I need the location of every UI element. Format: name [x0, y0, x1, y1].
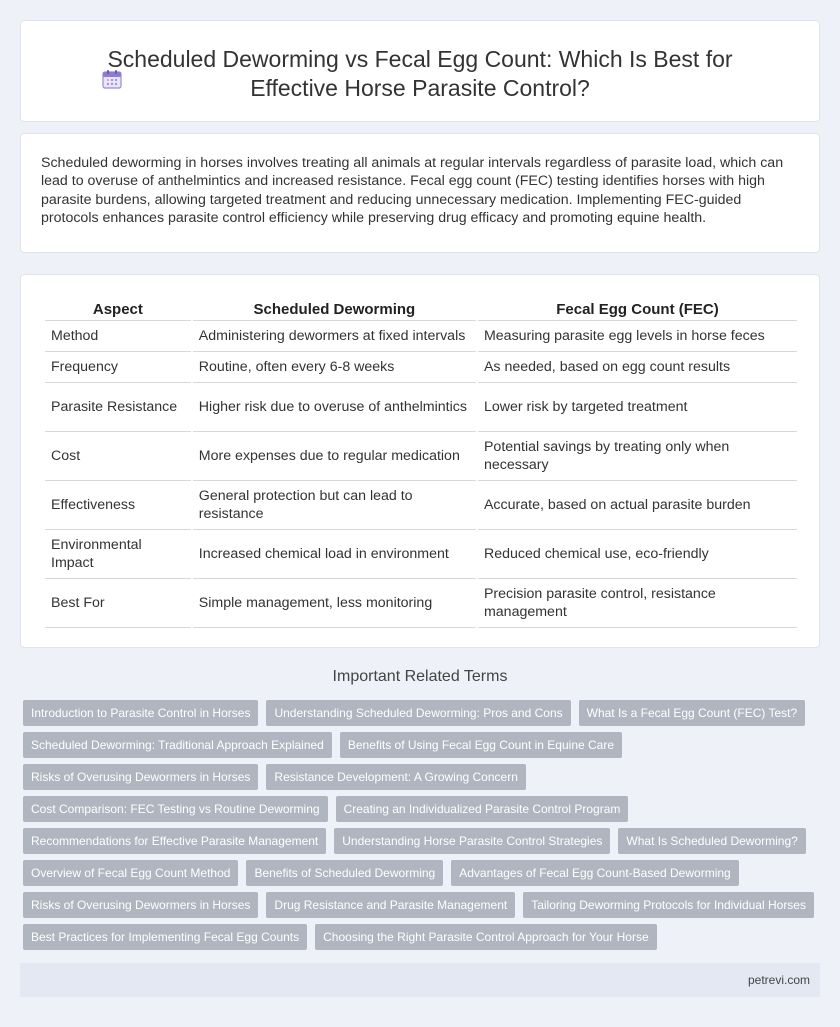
related-term-tag[interactable]: Drug Resistance and Parasite Management: [266, 892, 515, 918]
table-cell-aspect: Effectiveness: [45, 481, 191, 530]
header-aspect: Aspect: [45, 295, 191, 321]
table-cell-aspect: Environmental Impact: [45, 530, 191, 579]
related-term-tag[interactable]: Introduction to Parasite Control in Horses: [23, 700, 258, 726]
related-term-tag[interactable]: Resistance Development: A Growing Concern: [266, 764, 525, 790]
table-row: [45, 530, 797, 579]
related-term-tag[interactable]: Scheduled Deworming: Traditional Approach Explained: [23, 732, 332, 758]
table-cell-fec: Measuring parasite egg levels in horse feces: [478, 321, 797, 352]
table-cell-scheduled: Simple management, less monitoring: [193, 579, 476, 628]
related-term-tag[interactable]: Creating an Individualized Parasite Control Program: [336, 796, 629, 822]
intro-card: [20, 133, 820, 253]
table-row: [45, 383, 797, 432]
related-terms-heading: Important Related Terms: [332, 668, 508, 685]
table-cell-aspect: Best For: [45, 579, 191, 628]
related-term-tag[interactable]: Benefits of Scheduled Deworming: [246, 860, 443, 886]
table-row: [45, 432, 797, 481]
related-term-tag[interactable]: Recommendations for Effective Parasite Management: [23, 828, 326, 854]
table-cell-scheduled: More expenses due to regular medication: [193, 432, 476, 481]
header-scheduled-deworming: Scheduled Deworming: [193, 295, 476, 321]
related-term-tag[interactable]: Benefits of Using Fecal Egg Count in Equine Care: [340, 732, 622, 758]
related-term-tag[interactable]: What Is Scheduled Deworming?: [618, 828, 805, 854]
related-term-tag[interactable]: Risks of Overusing Dewormers in Horses: [23, 892, 258, 918]
table-cell-fec: Potential savings by treating only when necessary: [478, 432, 797, 481]
footer: [20, 963, 820, 997]
related-term-tag[interactable]: What Is a Fecal Egg Count (FEC) Test?: [579, 700, 806, 726]
related-term-tag[interactable]: Understanding Scheduled Deworming: Pros and Cons: [266, 700, 570, 726]
table-cell-aspect: Parasite Resistance: [45, 383, 191, 432]
related-term-tag[interactable]: Choosing the Right Parasite Control Approach for Your Horse: [315, 924, 657, 950]
table-cell-scheduled: Increased chemical load in environment: [193, 530, 476, 579]
related-term-tag[interactable]: Understanding Horse Parasite Control Strategies: [334, 828, 610, 854]
table-header-row: [45, 295, 797, 321]
table-cell-aspect: Method: [45, 321, 191, 352]
table-cell-fec: Reduced chemical use, eco-friendly: [478, 530, 797, 579]
table-cell-scheduled: General protection but can lead to resistance: [193, 481, 476, 530]
related-term-tag[interactable]: Advantages of Fecal Egg Count-Based Deworming: [451, 860, 738, 886]
title-card: [20, 20, 820, 122]
table-row: [45, 352, 797, 383]
related-term-tag[interactable]: Overview of Fecal Egg Count Method: [23, 860, 238, 886]
table-cell-fec: Lower risk by targeted treatment: [478, 383, 797, 432]
table-cell-scheduled: Routine, often every 6-8 weeks: [193, 352, 476, 383]
header-fecal-egg-count: Fecal Egg Count (FEC): [478, 295, 797, 321]
related-term-tag[interactable]: Best Practices for Implementing Fecal Egg Counts: [23, 924, 307, 950]
table-row: [45, 579, 797, 628]
comparison-table: [43, 295, 799, 628]
related-term-tag[interactable]: Risks of Overusing Dewormers in Horses: [23, 764, 258, 790]
footer-site-name[interactable]: petrevi.com: [747, 973, 810, 987]
intro-paragraph: Scheduled deworming in horses involves treating all animals at regular intervals regardless of parasite load, which can lead to overuse of anthelmintics and increased resistance. Fecal egg count (FEC) testing identifies horses with high parasite burdens, allowing targeted treatment and reducing unnecessary medication. Implementing FEC-guided protocols enhances parasite control efficiency while preserving drug efficacy and promoting equine health.: [41, 155, 784, 226]
page-title: Scheduled Deworming vs Fecal Egg Count: Which Is Best for Effective Horse Parasite Control?: [107, 46, 733, 101]
table-cell-scheduled: Administering dewormers at fixed intervals: [193, 321, 476, 352]
related-term-tag[interactable]: Tailoring Deworming Protocols for Individual Horses: [523, 892, 814, 918]
table-row: [45, 321, 797, 352]
table-cell-aspect: Cost: [45, 432, 191, 481]
table-cell-fec: As needed, based on egg count results: [478, 352, 797, 383]
comparison-table-card: [20, 274, 820, 648]
table-row: [45, 481, 797, 530]
table-cell-fec: Precision parasite control, resistance management: [478, 579, 797, 628]
related-terms-list: [23, 700, 823, 950]
table-cell-fec: Accurate, based on actual parasite burden: [478, 481, 797, 530]
table-cell-scheduled: Higher risk due to overuse of anthelmintics: [193, 383, 476, 432]
related-term-tag[interactable]: Cost Comparison: FEC Testing vs Routine Deworming: [23, 796, 328, 822]
table-cell-aspect: Frequency: [45, 352, 191, 383]
